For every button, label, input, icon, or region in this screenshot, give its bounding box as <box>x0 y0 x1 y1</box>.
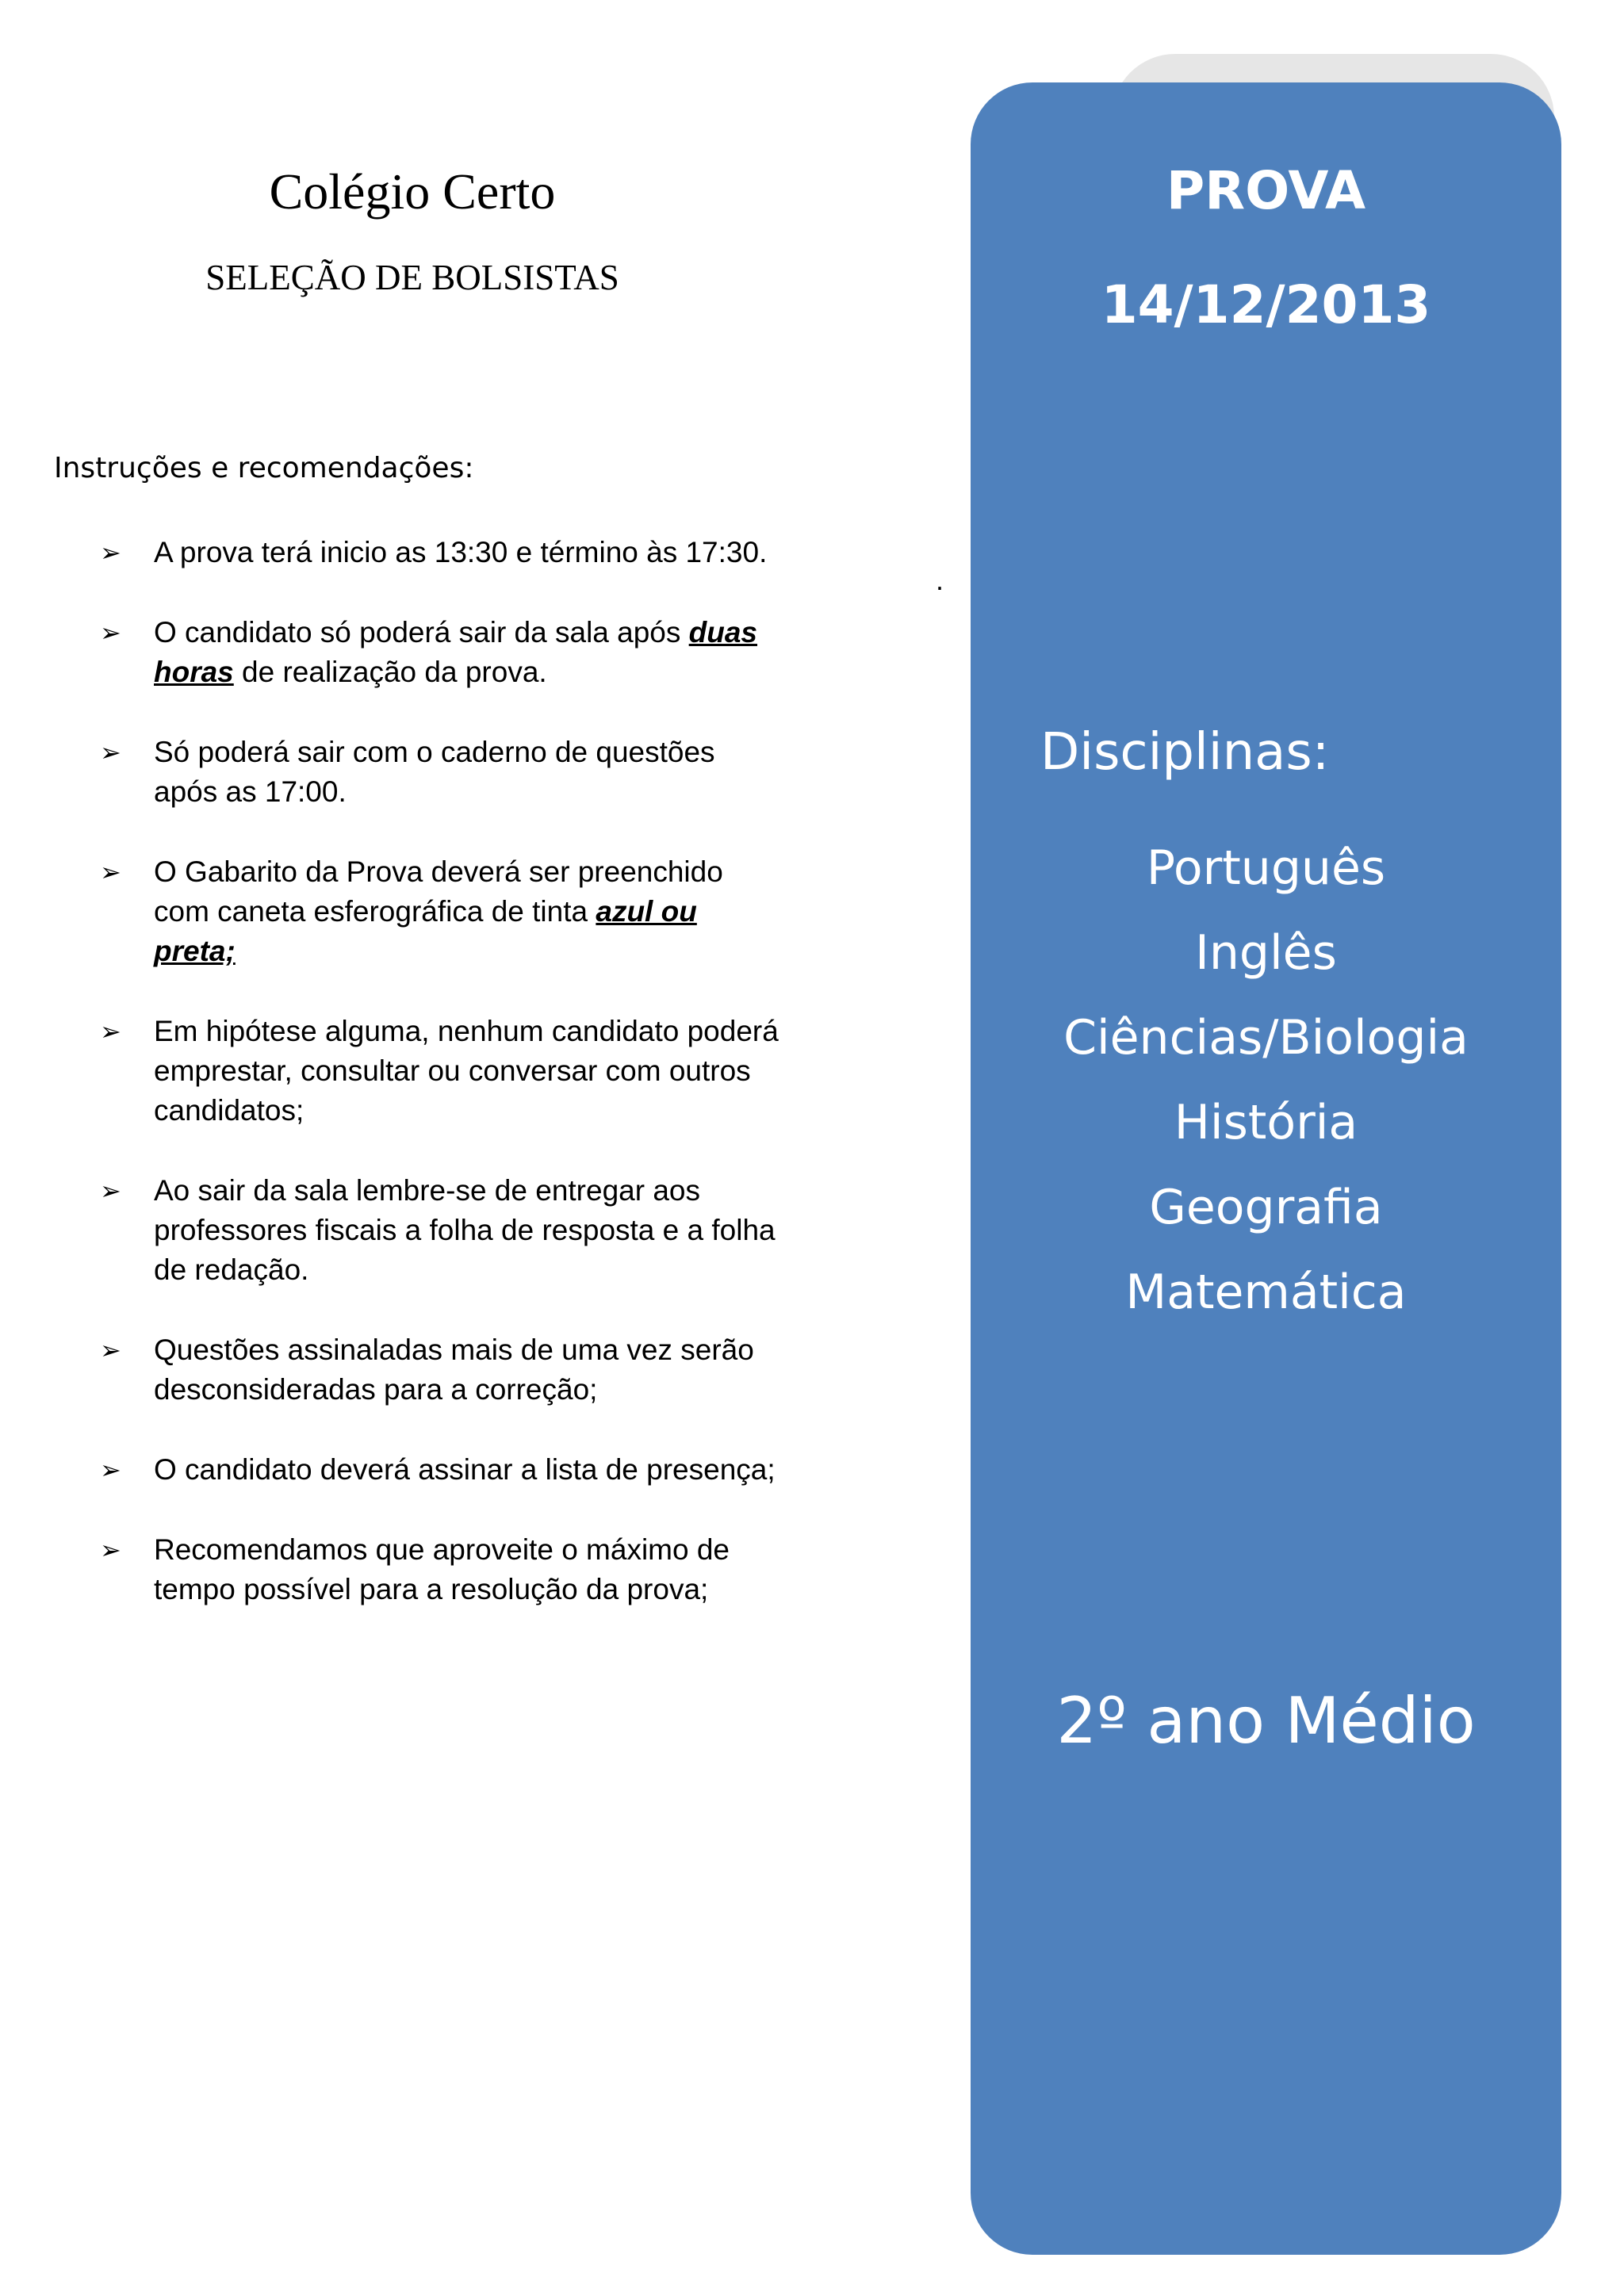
arrow-bullet-icon: ➢ <box>100 1335 121 1365</box>
instruction-text: O Gabarito da Prova deverá ser preenchido com caneta esferográfica de tinta <box>154 855 723 928</box>
instruction-item <box>100 733 782 812</box>
instruction-text: A prova terá inicio as 13:30 e término às 17:30. <box>154 536 768 568</box>
instruction-item <box>100 1012 782 1131</box>
discipline-item: Português <box>1146 840 1386 896</box>
arrow-bullet-icon: ➢ <box>100 1455 121 1485</box>
disciplines-list <box>971 826 1561 1335</box>
grade-level: 2º ano Médio <box>1056 1684 1476 1758</box>
stray-dot: . <box>936 564 944 596</box>
instruction-text: de realização da prova. <box>233 656 547 688</box>
instruction-text: Questões assinaladas mais de uma vez serão desconsideradas para a correção; <box>154 1334 754 1406</box>
school-name: Colégio Certo <box>269 163 556 220</box>
discipline-item: Ciências/Biologia <box>1063 1010 1469 1066</box>
instruction-item <box>100 1530 782 1609</box>
instruction-text: Em hipótese alguma, nenhum candidato poderá emprestar, consultar ou conversar com outros candidatos; <box>154 1015 779 1127</box>
instruction-item <box>100 1330 782 1410</box>
arrow-bullet-icon: ➢ <box>100 538 121 568</box>
instruction-text: Só poderá sair com o caderno de questões após as 17:00. <box>154 736 715 808</box>
discipline-item: História <box>1174 1095 1358 1150</box>
discipline-item: Geografia <box>1149 1180 1383 1235</box>
instruction-text: Recomendamos que aproveite o máximo de tempo possível para a resolução da prova; <box>154 1533 730 1605</box>
emphasized-text: azul ou preta; <box>154 895 697 967</box>
instruction-item <box>100 852 782 971</box>
arrow-bullet-icon: ➢ <box>100 737 121 767</box>
instructions-heading: Instruções e recomendações: <box>54 452 474 484</box>
instruction-item <box>100 1450 782 1490</box>
exam-title: PROVA <box>1166 160 1366 221</box>
discipline-item: Inglês <box>1195 925 1337 981</box>
arrow-bullet-icon: ➢ <box>100 618 121 648</box>
arrow-bullet-icon: ➢ <box>100 1535 121 1565</box>
instruction-item <box>100 613 782 692</box>
arrow-bullet-icon: ➢ <box>100 1176 121 1206</box>
arrow-bullet-icon: ➢ <box>100 1016 121 1047</box>
discipline-item: Matemática <box>1125 1265 1407 1320</box>
instructions-list <box>100 533 782 1650</box>
arrow-bullet-icon: ➢ <box>100 857 121 887</box>
instruction-text: Ao sair da sala lembre-se de entregar aos professores fiscais a folha de resposta e a folha de redação. <box>154 1174 776 1286</box>
instruction-item <box>100 533 782 572</box>
selection-subtitle: SELEÇÃO DE BOLSISTAS <box>205 258 619 297</box>
exam-info-panel <box>971 82 1561 2255</box>
instruction-text: O candidato deverá assinar a lista de presença; <box>154 1453 776 1486</box>
instruction-text: O candidato só poderá sair da sala após <box>154 616 689 649</box>
disciplines-label: Disciplinas: <box>1040 723 1330 782</box>
instruction-item <box>100 1171 782 1290</box>
emphasized-text: duas horas <box>154 616 758 688</box>
exam-date: 14/12/2013 <box>1101 274 1431 335</box>
